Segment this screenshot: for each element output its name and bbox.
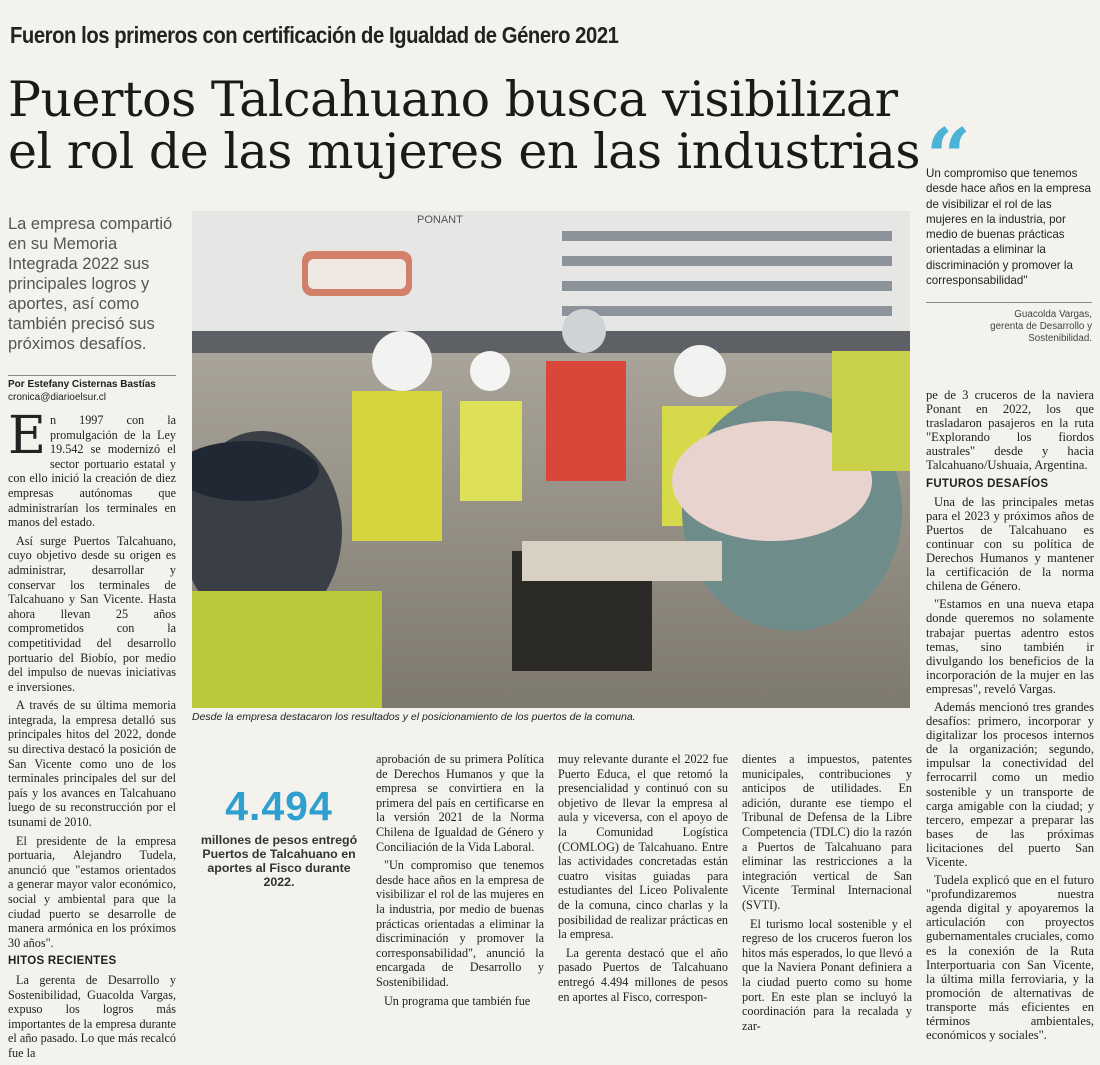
stat-number: 4.494 [225, 783, 333, 829]
column-3 [558, 752, 728, 1008]
headline [8, 71, 921, 180]
drop-cap: E [8, 406, 46, 466]
paragraph: La gerenta de Desarrollo y Sostenibilidad, Guacolda Vargas, expuso los logros más importantes de la empresa durante el año pasado. Lo que más recalcó fue la [8, 972, 176, 1060]
paragraph: "Un compromiso que tenemos desde hace años en la empresa de visibilizar el rol de las mujeres en la industria, por medio de buenas prácticas orientadas a eliminar la discriminación y promover la corresponsabilidad", anunció la encargada de Desarrollo y Sostenibilidad. [376, 858, 544, 989]
paragraph: Además mencionó tres grandes desafíos: primero, incorporar y digitalizar los procesos internos de la organización; segundo, impulsar la conectividad del ferrocarril como un medio sostenible y un transporte de carga amigable con la ciudad; y tercero, empezar a preparar las bases de las próximas licitaciones del puerto San Vicente. [926, 699, 1094, 869]
lede: La empresa compartió en su Memoria Integrada 2022 sus principales logros y aportes, así como también precisó sus próximos desafíos. [8, 215, 173, 353]
paragraph: El presidente de la empresa portuaria, Alejandro Tudela, anunció que "estamos orientados a generar mayor valor económico, social y ambiental para que la ciudad puerto se desarrolle de manera armónica en los próximos 30 años". [8, 833, 176, 950]
stat-box [192, 783, 366, 889]
author: Por Estefany Cisternas Bastías [8, 379, 156, 390]
column-4 [742, 752, 912, 1037]
paragraph: Una de las principales metas para el 2023 y próximos años de Puertos de Talcahuano es continuar con su política de Derechos Humanos y mantener la certificación de la norma chilena de Género. [926, 494, 1094, 594]
paragraph: El turismo local sostenible y el regreso de los cruceros fueron los hitos más esperados, lo que llevó a que la Naviera Ponant definiera a la ciudad puerto como su home port. En este plan se incluyó la coordinación para la recalada y zar- [742, 916, 912, 1033]
paragraph: "Estamos en una nueva etapa donde queremos no solamente trabajar puertas adentro estos temas, sino también ir divulgando los beneficios de la incorporación de la mujer en las empresas", reveló Vargas. [926, 597, 1094, 696]
subhead-futuros: FUTUROS DESAFÍOS [926, 477, 1049, 490]
paragraph: Tudela explicó que en el futuro "profundizaremos nuestra agenda digital y apoyaremos la articulación con proyectos gubernamentales cruciales, como es la conexión de la Ruta Interportuaria con San Vicente, la última milla ferroviaria, y la promoción de alternativas de transporte más eficientes en términos ambientales, económicos y sociales". [926, 873, 1094, 1043]
paragraph: En 1997 con la promulgación de la Ley 19.542 se modernizó el sector portuario estatal y con ello inició la creación de diez empresas autónomas que administrarían los terminales en manos del estado. [8, 406, 176, 530]
subhead-hitos: HITOS RECIENTES [8, 955, 117, 968]
paragraph: pe de 3 cruceros de la naviera Ponant en 2022, los que trasladaron pasajeros en la ruta "Explorando los fiordos australes" desde y hacia Talcahuano/Ushuaia, Argentina. [926, 388, 1094, 473]
headline-line-1: Puertos Talcahuano busca visibilizar [8, 71, 898, 128]
quote-author: Guacolda Vargas, [1014, 309, 1092, 321]
paragraph: aprobación de su primera Política de Derechos Humanos y que la empresa se convirtiera en la primera del país en certificarse en la versión 2021 de la Norma Chilena de Igualdad de Género y Conciliación de la Vida Laboral. [376, 752, 544, 854]
column-1 [8, 406, 176, 1065]
paragraph: dientes a impuestos, patentes municipales, contribuciones y anticipos de utilidades. En adición, durante ese tiempo el Tribunal de Defensa de la Libre Competencia (TDLC) dio la razón a Puertos de Talcahuano para eliminar las restricciones a la integración vertical de San Vicente Terminal Internacional (SVTI). [742, 752, 912, 912]
quote-mark-icon: “ [926, 112, 965, 203]
column-5 [926, 388, 1094, 1046]
photo-illustration [192, 211, 910, 708]
photo-caption: Desde la empresa destacaron los resultados y el posicionamiento de los puertos de la comuna. [192, 711, 636, 723]
quote-text: Un compromiso que tenemos desde hace años en la empresa de visibilizar el rol de las mujeres en la industria, por medio de buenas prácticas orientadas a eliminar la discriminación y promover la corresponsabilidad" [926, 167, 1092, 288]
quote-author-role: gerenta de Desarrollo y Sostenibilidad. [990, 321, 1092, 345]
article-photo [192, 211, 910, 708]
pull-quote [926, 112, 1092, 345]
paragraph: La gerenta destacó que el año pasado Puertos de Talcahuano entregó 4.494 millones de pesos en aportes al Fisco, correspon- [558, 945, 728, 1004]
column-2 [376, 752, 544, 1012]
paragraph: A través de su última memoria integrada, la empresa detalló sus principales hitos del 2022, donde su directiva destacó la posición de San Vicente como uno de los terminales principales del sur del país y los avances en Talcahuano luego de su reconstrucción por el tsunami de 2010. [8, 698, 176, 830]
paragraph: Así surge Puertos Talcahuano, cuyo objetivo desde su origen es administrar, desarrollar y conservar los terminales de Talcahuano y San Vicente. Hasta ahora llevan 25 años comprometidos con la competitividad del desarrollo portuario del Biobío, por medio del impulso de nuevas iniciativas e inversiones. [8, 533, 176, 694]
quote-attribution [926, 302, 1092, 345]
stat-description: millones de pesos entregó Puertos de Talcahuano en aportes al Fisco durante 2022. [200, 833, 358, 889]
paragraph: muy relevante durante el 2022 fue Puerto Educa, el que retomó la presencialidad y continuó con su objetivo de llevar la empresa al aula y viceversa, con el apoyo de la Comunidad Logística (COMLOG) de Talcahuano. Entre las actividades concretadas están cuatro visitas guiadas para estudiantes del Liceo Polivalente de la comuna, cinco charlas y la posibilidad de realizar prácticas en la empresa. [558, 752, 728, 942]
paragraph: Un programa que también fue [384, 993, 531, 1008]
kicker: Fueron los primeros con certificación de Igualdad de Género 2021 [10, 22, 619, 48]
headline-line-2: el rol de las mujeres en las industrias [8, 123, 921, 180]
byline [8, 375, 176, 404]
ship-name: PONANT [417, 214, 463, 226]
author-email[interactable]: cronica@diarioelsur.cl [8, 392, 106, 403]
